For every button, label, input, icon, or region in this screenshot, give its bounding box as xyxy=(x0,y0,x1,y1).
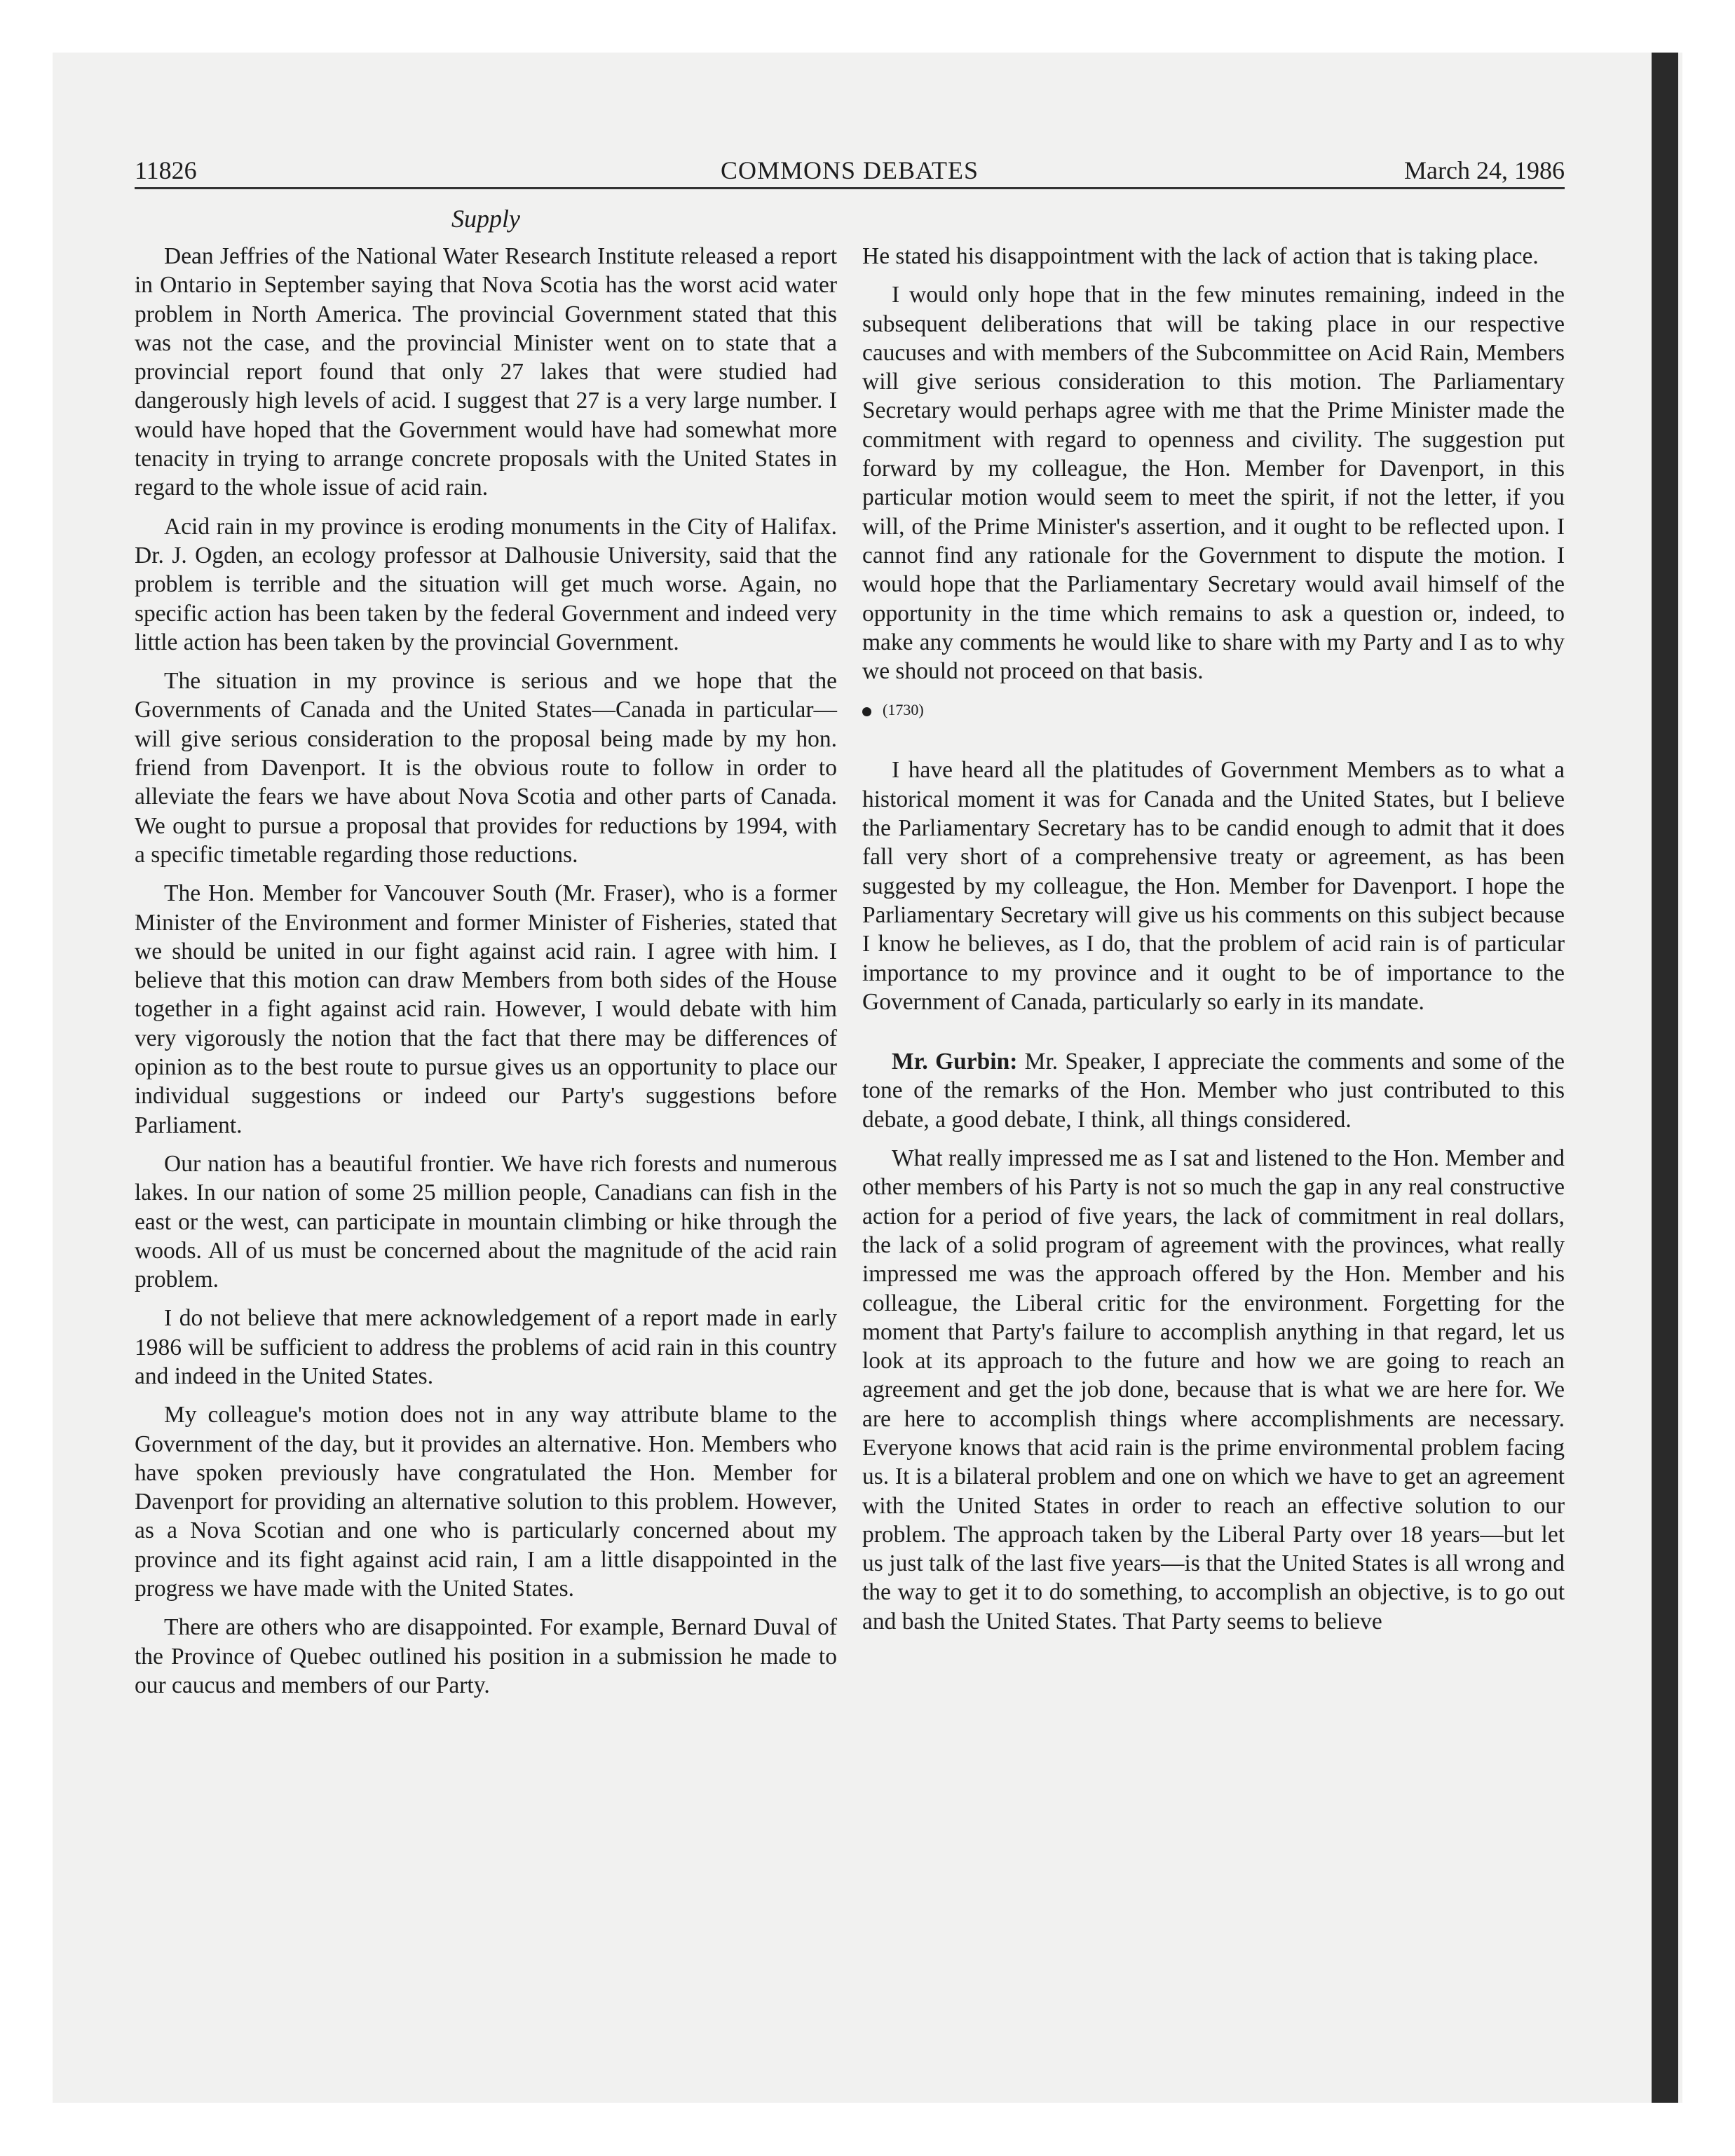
paragraph: Dean Jeffries of the National Water Research Institute released a report in Ontario in September saying that Nova Scotia has the worst acid water problem in North America. The provincial Government stated that this was not the case, and the provincial Minister went on to state that a provincial report found that only 27 lakes that were studied had dangerously high levels of acid. I suggest that 27 is a very large number. I would have hoped that the Government would have had somewhat more tenacity in trying to arrange concrete proposals with the United States in regard to the whole issue of acid rain. xyxy=(135,243,837,501)
right-column xyxy=(862,242,1565,1646)
section-label: Supply xyxy=(451,205,520,233)
speech-text: Mr. Speaker, I appreciate the comments and some of the tone of the remarks of the Hon. Member who just contributed to this debate, a good debate, I think, all things considered. xyxy=(862,1049,1565,1133)
page-number: 11826 xyxy=(135,156,197,184)
scan-edge-bar xyxy=(1652,53,1678,2103)
spacer xyxy=(862,1026,1565,1047)
paragraph: What really impressed me as I sat and listened to the Hon. Member and other members of his Party is not so much the gap in any real constructive action for a period of five years, the lack of commitment in real dollars, the lack of a solid program of agreement with the provinces, what really impressed me was the approach offered by the Hon. Member and his colleague, the Liberal critic for the environment. Forgetting for the moment that Party's failure to accomplish anything in that regard, let us look at its approach to the future and how we are going to reach an agreement and get the job done, because that is what we are here for. We are here to accomplish things where accomplishments are necessary. Everyone knows that acid rain is the prime environmental problem facing us. It is a bilateral problem and one on which we have to get an agreement with the United States in order to reach an effective solution to our problem. The approach taken by the Liberal Party over 18 years—but let us just talk of the last five years—is that the United States is all wrong and the way to get it to do something, to accomplish an objective, is to go out and bash the United States. That Party seems to believe xyxy=(862,1145,1565,1635)
paragraph: I have heard all the platitudes of Government Members as to what a historical moment it was for Canada and the United States, but I believe the Parliamentary Secretary has to be candid enough to admit that it does fall very short of a comprehensive treaty or agreement, as has been suggested by my colleague, the Hon. Member for Davenport. I hope the Parliamentary Secretary will give us his comments on this subject because I know he believes, as I do, that the problem of acid rain is of particular importance to my province and it ought to be of importance to the Government of Canada, particularly so early in its mandate. xyxy=(862,757,1565,1015)
paragraph: Acid rain in my province is eroding monuments in the City of Halifax. Dr. J. Ogden, an ecology professor at Dalhousie University, said that the problem is terrible and the situation will get much worse. Again, no specific action has been taken by the federal Government and indeed very little action has been taken by the provincial Government. xyxy=(135,513,837,655)
bullet-icon xyxy=(862,707,871,716)
time-marker xyxy=(862,698,1565,722)
paragraph: The Hon. Member for Vancouver South (Mr. Fraser), who is a former Minister of the Environment and former Minister of Fisheries, stated that we should be united in our fight against acid rain. I agree with him. I believe that this motion can draw Members from both sides of the House together in a fight against acid rain. However, I would debate with him very vigorously the notion that the fact that there may be differences of opinion as to the best route to pursue gives us an opportunity to place our individual suggestions or indeed our Party's suggestions before Parliament. xyxy=(135,880,837,1138)
paragraph: I would only hope that in the few minutes remaining, indeed in the subsequent deliberations that will be taking place in our respective caucuses and with members of the Subcommittee on Acid Rain, Members will give serious consideration to this motion. The Parliamentary Secretary would perhaps agree with me that the Prime Minister made the commitment with regard to openness and civility. The suggestion put forward by my colleague, the Hon. Member for Davenport, in this particular motion would seem to meet the spirit, if not the letter, if you will, of the Prime Minister's assertion, and it ought to be reflected upon. I cannot find any rationale for the Government to dispute the motion. I would hope that the Parliamentary Secretary would avail himself of the opportunity in the time which remains to ask a question or, indeed, to make any comments he would like to share with my Party and I as to why we should not proceed on that basis. xyxy=(862,282,1565,685)
paragraph: My colleague's motion does not in any way attribute blame to the Government of the day, but it provides an alternative. Hon. Members who have spoken previously have congratulated the Hon. Member for Davenport for providing an alternative solution to this problem. However, as a Nova Scotian and one who is particularly concerned about my province and its fight against acid rain, I am a little disappointed in the progress we have made with the United States. xyxy=(135,1402,837,1602)
running-header xyxy=(135,153,1565,189)
speaker-name: Mr. Gurbin: xyxy=(892,1049,1018,1075)
left-column xyxy=(135,242,837,1710)
publication-title: COMMONS DEBATES xyxy=(720,156,979,184)
paragraph: There are others who are disappointed. For example, Bernard Duval of the Province of Quebec outlined his position in a submission he made to our caucus and members of our Party. xyxy=(135,1614,837,1698)
paragraph-continuation: He stated his disappointment with the lack of action that is taking place. xyxy=(862,243,1539,269)
time-marker-text: (1730) xyxy=(883,701,924,719)
paragraph: I do not believe that mere acknowledgement of a report made in early 1986 will be sufficient to address the problems of acid rain in this country and indeed in the United States. xyxy=(135,1305,837,1389)
paragraph: The situation in my province is serious and we hope that the Governments of Canada and the United States—Canada in particular—will give serious consideration to the proposal being made by my hon. friend from Davenport. It is the obvious route to follow in order to alleviate the fears we have about Nova Scotia and other parts of Canada. We ought to pursue a proposal that provides for reductions by 1994, with a specific timetable regarding those reductions. xyxy=(135,668,837,868)
paragraph: Our nation has a beautiful frontier. We have rich forests and numerous lakes. In our nation of some 25 million people, Canadians can fish in the east or the west, can participate in mountain climbing or hike through the woods. All of us must be concerned about the magnitude of the acid rain problem. xyxy=(135,1150,837,1293)
header-date: March 24, 1986 xyxy=(1404,156,1565,184)
speech-paragraph xyxy=(862,1047,1565,1134)
